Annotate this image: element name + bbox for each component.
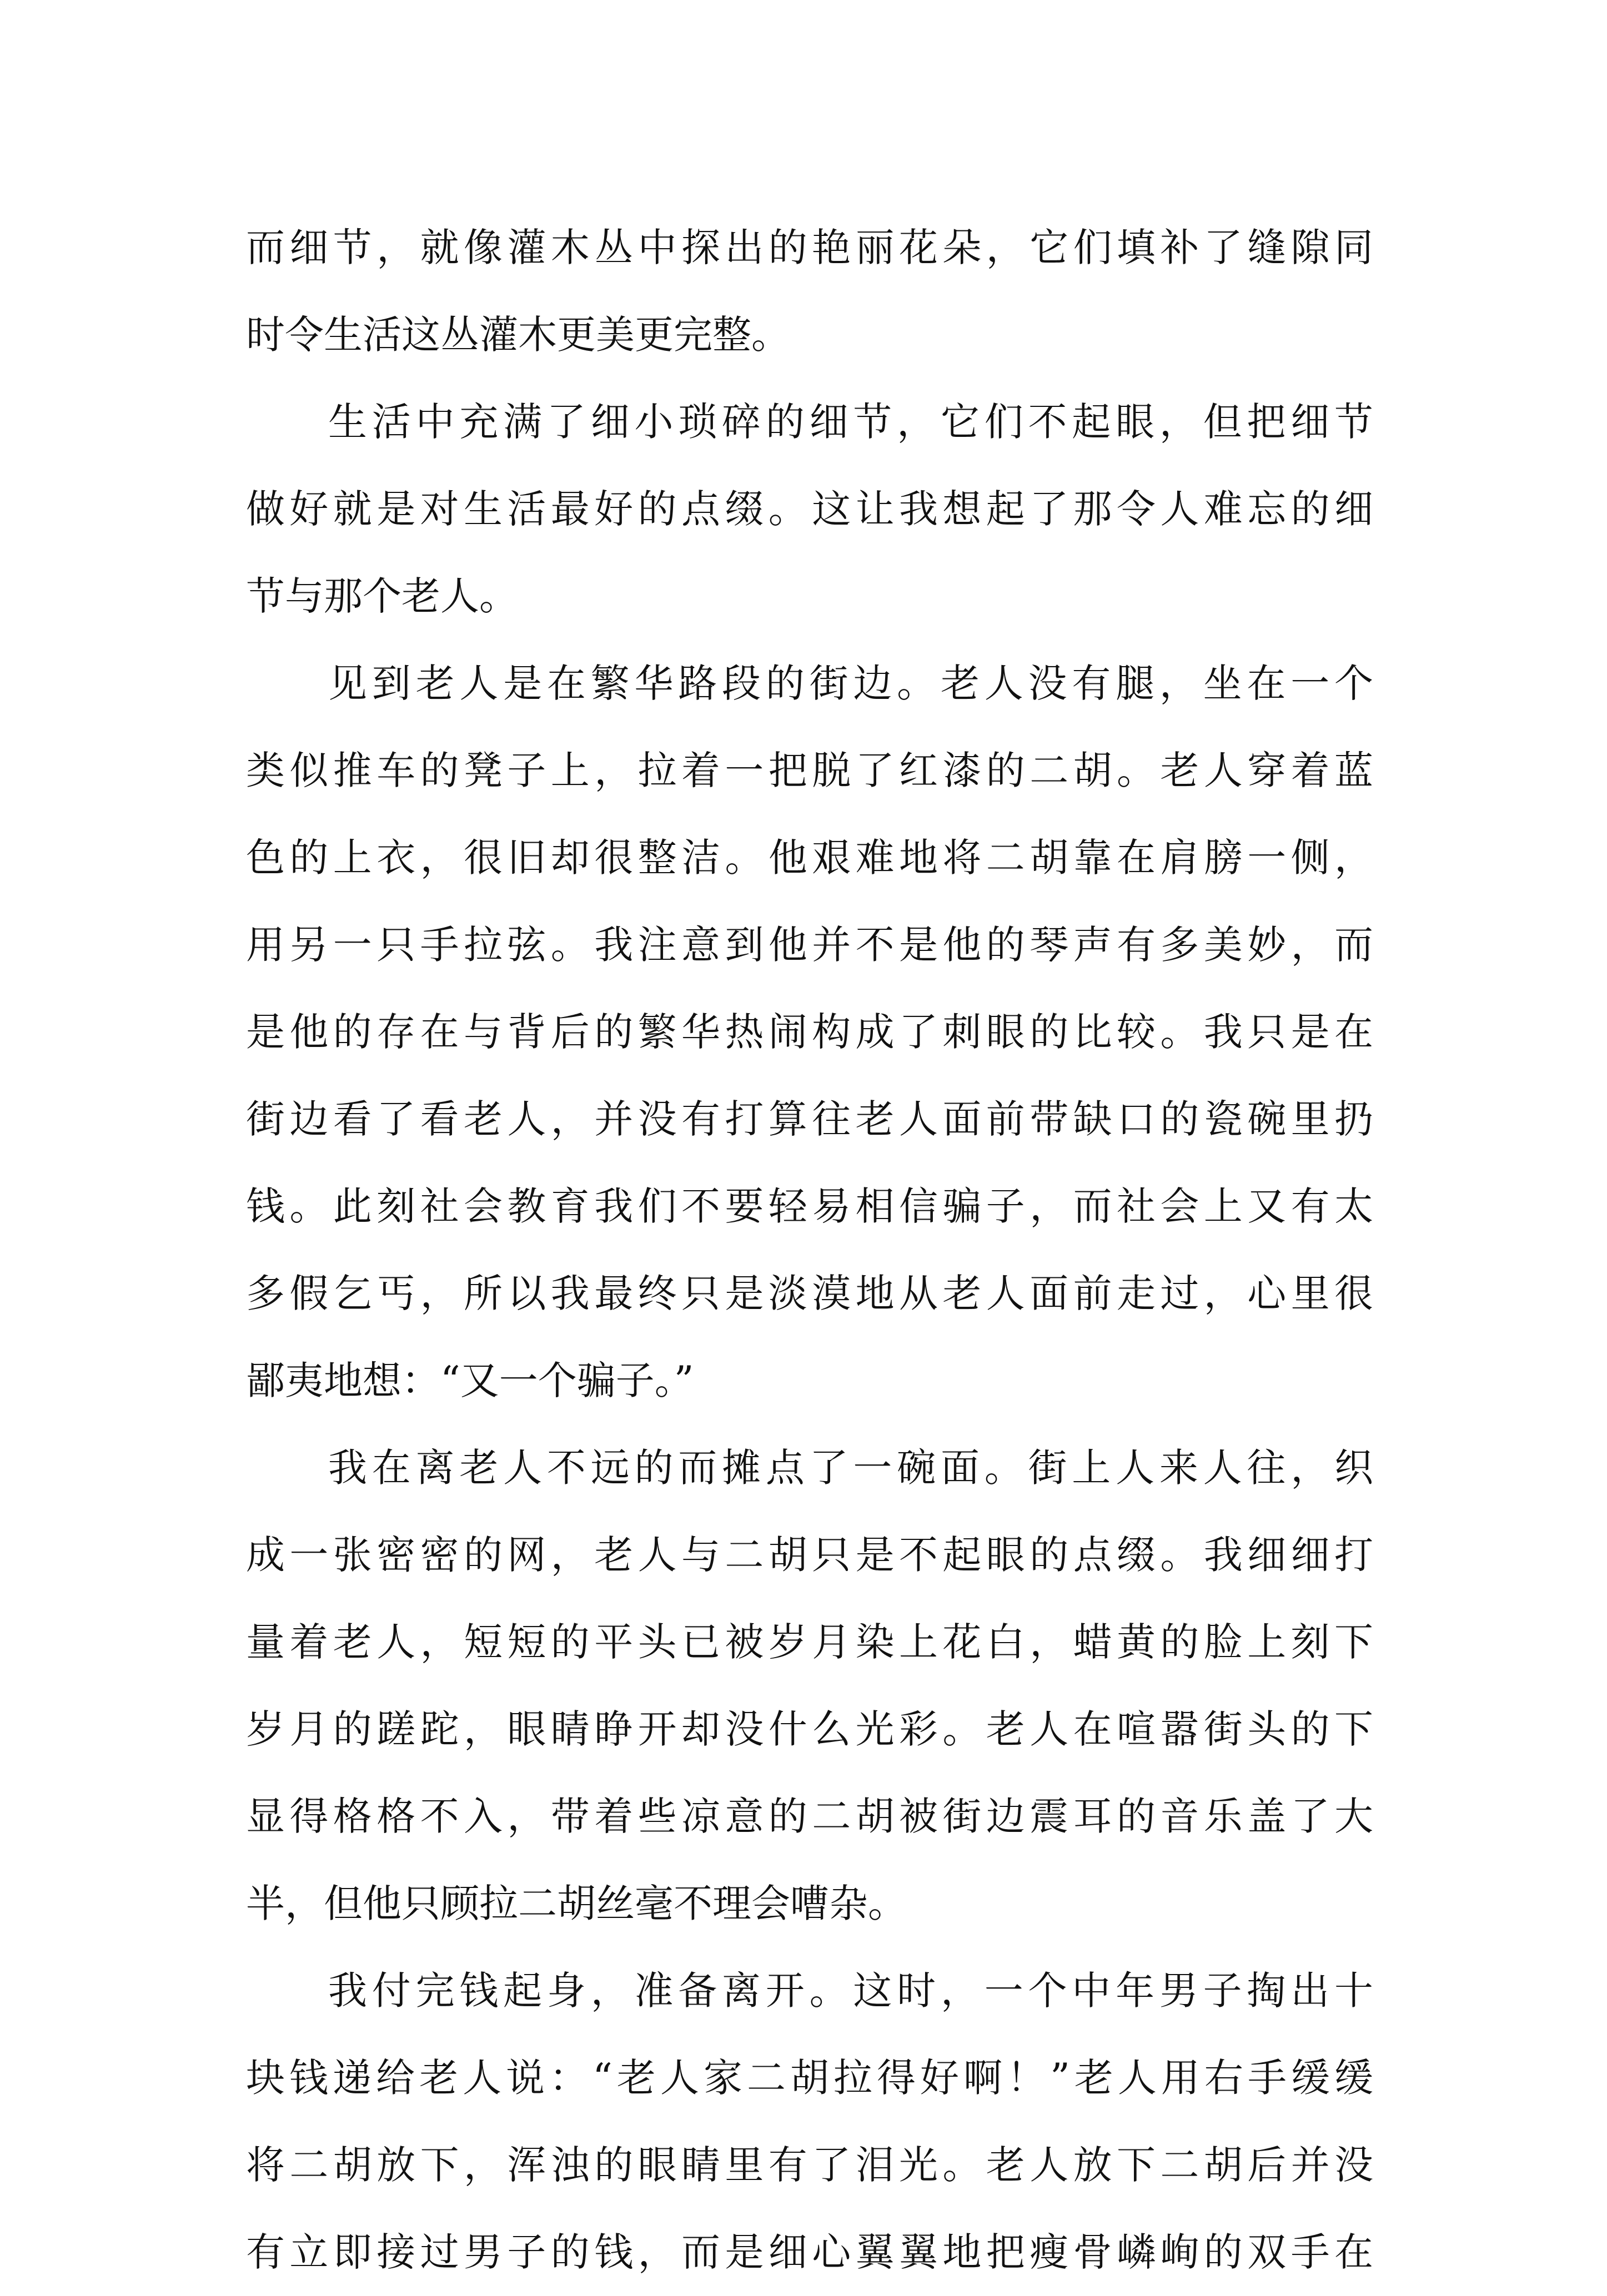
- text-line: 类似推车的凳子上，拉着一把脱了红漆的二胡。老人穿着蓝: [246, 748, 1373, 793]
- text-line: 街边看了看老人，并没有打算往老人面前带缺口的瓷碗里扔: [246, 1096, 1373, 1142]
- text-line: 是他的存在与背后的繁华热闹构成了刺眼的比较。我只是在: [246, 1009, 1373, 1055]
- text-line: 用另一只手拉弦。我注意到他并不是他的琴声有多美妙，而: [246, 922, 1373, 968]
- text-line: 将二胡放下，浑浊的眼睛里有了泪光。老人放下二胡后并没: [246, 2142, 1373, 2188]
- text-line: 块钱递给老人说：“老人家二胡拉得好啊！”老人用右手缓缓: [246, 2055, 1373, 2101]
- text-line: 半，但他只顾拉二胡丝毫不理会嘈杂。: [246, 1881, 907, 1926]
- text-line: 鄙夷地想：“又一个骗子。”: [246, 1358, 694, 1403]
- text-line: 显得格格不入，带着些凉意的二胡被街边震耳的音乐盖了大: [246, 1794, 1373, 1839]
- text-line: 多假乞丐，所以我最终只是淡漠地从老人面前走过，心里很: [246, 1271, 1373, 1316]
- text-line: 而细节，就像灌木丛中探出的艳丽花朵，它们填补了缝隙同: [246, 225, 1373, 270]
- text-line: 时令生活这丛灌木更美更完整。: [246, 312, 790, 358]
- paragraph: [246, 204, 1373, 379]
- text-line: 岁月的蹉跎，眼睛睁开却没什么光彩。老人在喧嚣街头的下: [246, 1706, 1373, 1752]
- text-line: 节与那个老人。: [246, 573, 518, 619]
- paragraph: [246, 1424, 1373, 1947]
- document-body: [246, 204, 1373, 2296]
- text-line: 我付完钱起身，准备离开。这时，一个中年男子掏出十: [328, 1968, 1373, 2013]
- text-line: 钱。此刻社会教育我们不要轻易相信骗子，而社会上又有太: [246, 1184, 1373, 1229]
- text-line: 色的上衣，很旧却很整洁。他艰难地将二胡靠在肩膀一侧，: [246, 835, 1373, 880]
- paragraph: [246, 379, 1373, 640]
- text-line: 量着老人，短短的平头已被岁月染上花白，蜡黄的脸上刻下: [246, 1619, 1373, 1665]
- paragraph: [246, 1947, 1373, 2296]
- text-line: 我在离老人不远的而摊点了一碗面。街上人来人往，织: [328, 1445, 1373, 1491]
- text-line: 生活中充满了细小琐碎的细节，它们不起眼，但把细节: [328, 399, 1373, 445]
- text-line: 成一张密密的网，老人与二胡只是不起眼的点缀。我细细打: [246, 1532, 1373, 1578]
- text-line: 做好就是对生活最好的点缀。这让我想起了那令人难忘的细: [246, 486, 1373, 532]
- paragraph: [246, 640, 1373, 1424]
- text-line: 见到老人是在繁华路段的街边。老人没有腿，坐在一个: [328, 661, 1373, 706]
- text-line: 有立即接过男子的钱，而是细心翼翼地把瘦骨嶙峋的双手在: [246, 2229, 1373, 2275]
